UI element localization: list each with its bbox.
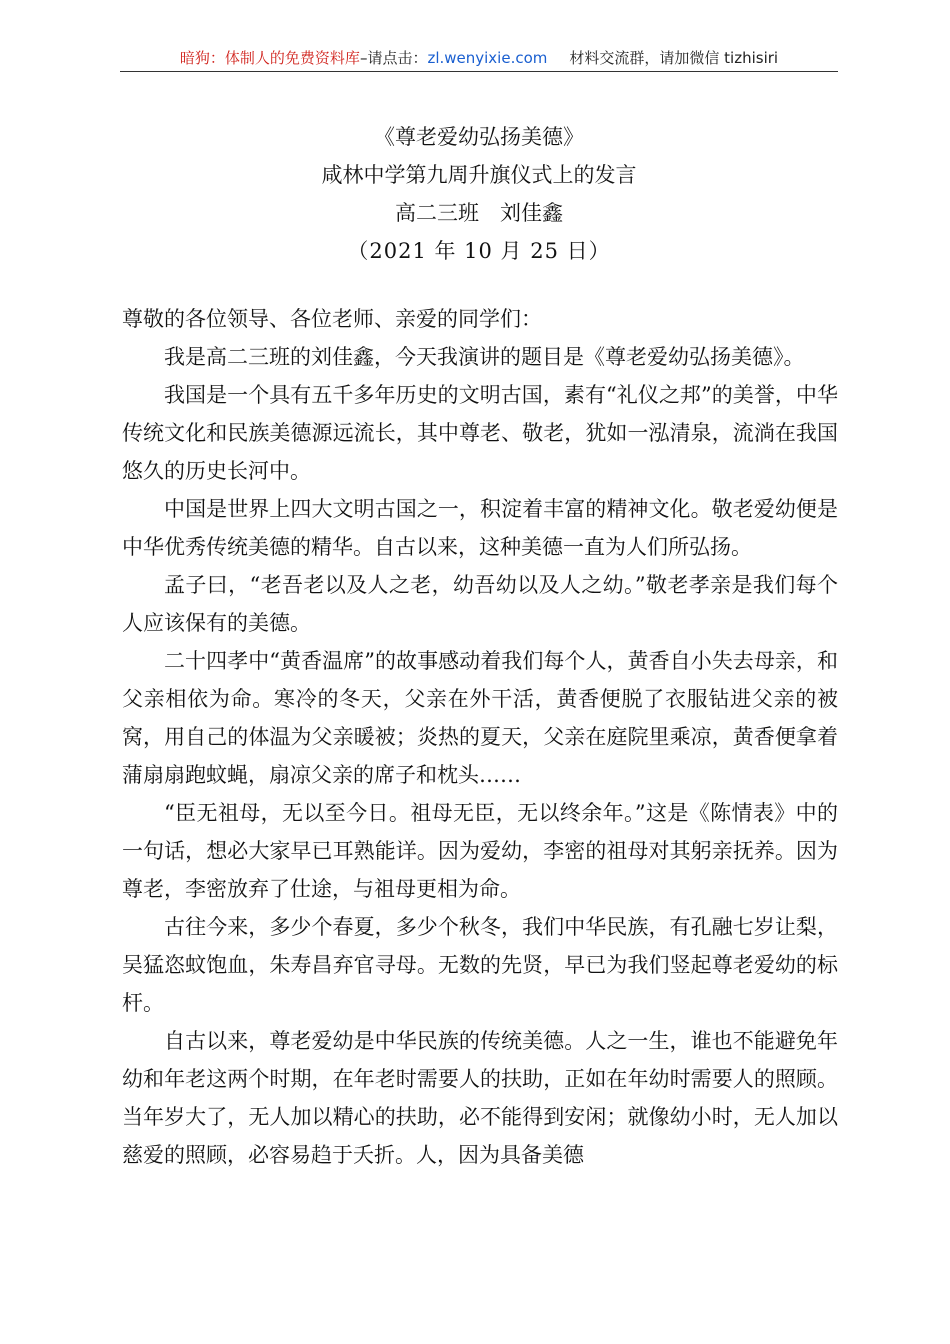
paragraph: 我是高二三班的刘佳鑫，今天我演讲的题目是《尊老爱幼弘扬美德》。 <box>164 345 805 369</box>
paragraph: “臣无祖母，无以至今日。祖母无臣，无以终余年。”这是《陈情表》中的一句话，想必大家早已耳熟能详。因为爱幼，李密的祖母对其躬亲抚养。因为尊老，李密放弃了仕途，与祖母更相为命。 <box>122 801 838 901</box>
paragraph: 二十四孝中“黄香温席”的故事感动着我们每个人，黄香自小失去母亲，和父亲相依为命。寒冷的冬天，父亲在外干活，黄香便脱了衣服钻进父亲的被窝，用自己的体温为父亲暖被；炎热的夏天，父亲在庭院里乘凉，黄香便拿着蒲扇扇跑蚊蝇，扇凉父亲的席子和枕头…… <box>122 649 838 787</box>
speech-title: 《尊老爱幼弘扬美德》 <box>374 125 584 149</box>
paragraph: 我国是一个具有五千多年历史的文明古国，素有“礼仪之邦”的美誉，中华传统文化和民族美德源远流长，其中尊老、敬老，犹如一泓清泉，流淌在我国悠久的历史长河中。 <box>122 383 838 483</box>
header-group-note: 材料交流群，请加微信 tizhisiri <box>569 49 779 67</box>
speech-date: （2021 年 10 月 25 日） <box>347 239 611 263</box>
paragraph: 中国是世界上四大文明古国之一，积淀着丰富的精神文化。敬老爱幼便是中华优秀传统美德的精华。自古以来，这种美德一直为人们所弘扬。 <box>122 497 838 559</box>
speech-occasion: 咸林中学第九周升旗仪式上的发言 <box>321 163 637 187</box>
paragraph: 自古以来，尊老爱幼是中华民族的传统美德。人之一生，谁也不能避免年幼和年老这两个时期，在年老时需要人的扶助，正如在年幼时需要人的照顾。当年岁大了，无人加以精心的扶助，必不能得到安闲；就像幼小时，无人加以慈爱的照顾，必容易趋于夭折。人，因为具备美德 <box>122 1029 838 1167</box>
speech-speaker: 高二三班 刘佳鑫 <box>395 201 563 225</box>
speech-body <box>122 300 838 1174</box>
header-url-link[interactable]: zl.wenyixie.com <box>427 49 548 67</box>
paragraph: 孟子曰，“老吾老以及人之老，幼吾幼以及人之幼。”敬老孝亲是我们每个人应该保有的美德。 <box>122 573 838 635</box>
header-divider <box>120 71 838 72</box>
greeting: 尊敬的各位领导、各位老师、亲爱的同学们： <box>122 307 542 331</box>
paragraph: 古往今来，多少个春夏，多少个秋冬，我们中华民族，有孔融七岁让梨，吴猛恣蚊饱血，朱寿昌弃官寻母。无数的先贤，早已为我们竖起尊老爱幼的标杆。 <box>122 915 838 1015</box>
title-block <box>120 118 838 270</box>
header-click-prompt: –请点击： <box>359 49 428 67</box>
page-header <box>120 47 838 69</box>
header-brand: 暗狗：体制人的免费资料库 <box>179 49 360 67</box>
